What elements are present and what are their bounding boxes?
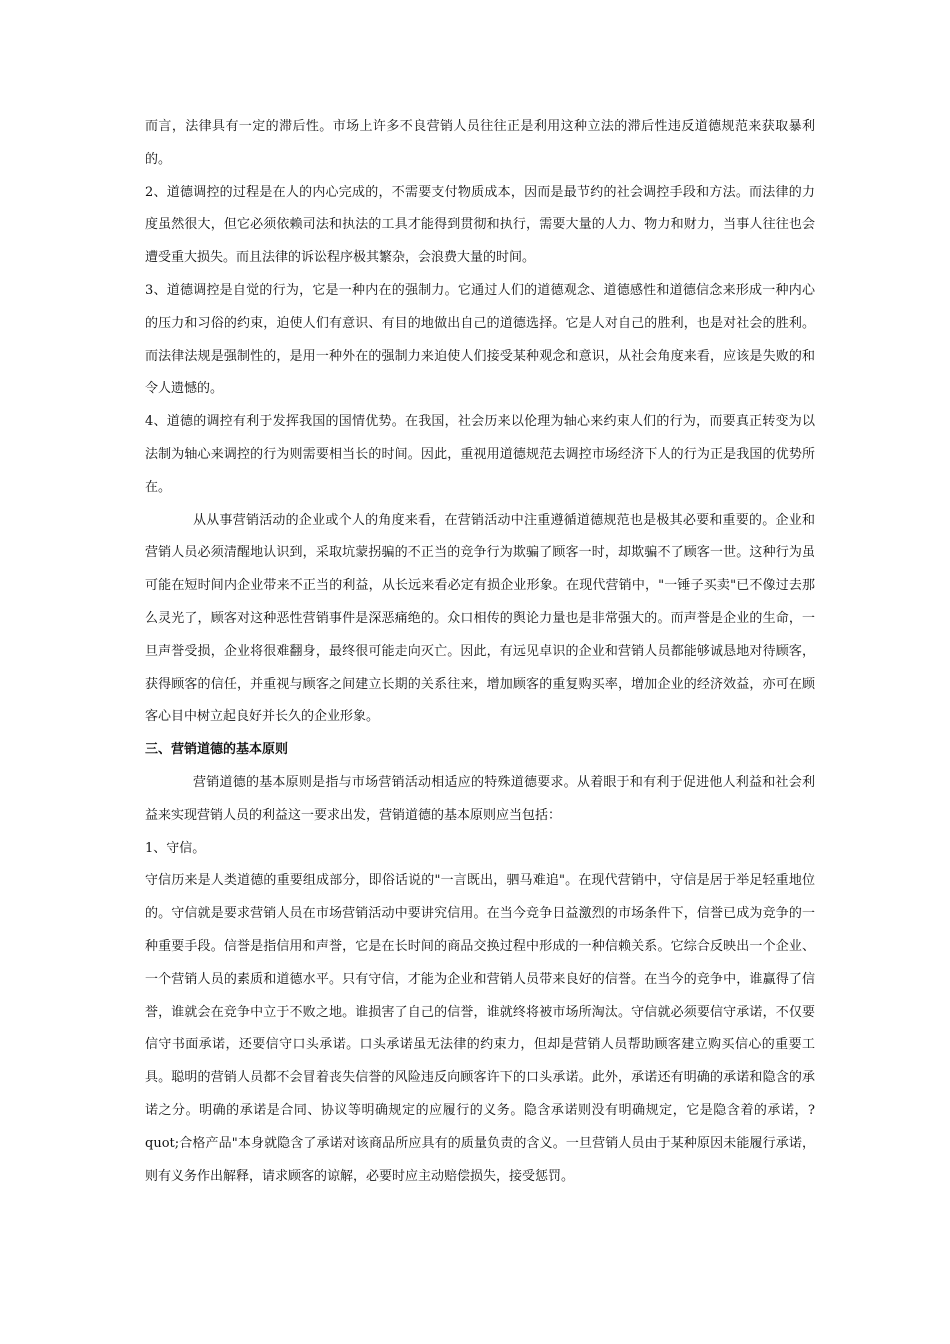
paragraph-point-4: 4、道德的调控有利于发挥我国的国情优势。在我国，社会历来以伦理为轴心来约束人们的行为，而要真正转变为以法制为轴心来调控的行为则需要相当长的时间。因此，重视用道德规范去调控市场经济下人的行为正是我国的优势所在。 [145, 414, 815, 495]
paragraph-point-2: 2、道德调控的过程是在人的内心完成的，不需要支付物质成本，因而是最节约的社会调控手段和方法。而法律的力度虽然很大，但它必须依赖司法和执法的工具才能得到贯彻和执行，需要大量的人力、物力和财力，当事人往往也会遭受重大损失。而且法律的诉讼程序极其繁杂，会浪费大量的时间。 [145, 184, 815, 266]
section-heading: 三、营销道德的基本原则 [145, 742, 289, 758]
paragraph-point-3: 3、道德调控是自觉的行为，它是一种内在的强制力。它通过人们的道德观念、道德感性和道德信念来形成一种内心的压力和习俗的约束，迫使人们有意识、有目的地做出自己的道德选择。它是人对自己的胜利，也是对社会的胜利。而法律法规是强制性的，是用一种外在的强制力来迫使人们接受某种观念和意识，从社会角度来看，应该是失败的和令人遗憾的。 [145, 282, 815, 397]
paragraph-law-lag: 而言，法律具有一定的滞后性。市场上许多不良营销人员往往正是利用这种立法的滞后性违反道德规范来获取暴利的。 [145, 119, 815, 167]
paragraph-principles-intro: 营销道德的基本原则是指与市场营销活动相适应的特殊道德要求。从着眼于和有利于促进他人利益和社会利益来实现营销人员的利益这一要求出发，营销道德的基本原则应当包括： [145, 774, 815, 823]
document-body [145, 111, 815, 1193]
paragraph-principle-1-title: 1、守信。 [145, 840, 206, 856]
paragraph-keeping-faith: 守信历来是人类道德的重要组成部分，即俗话说的"一言既出，驷马难追"。在现代营销中，守信是居于举足轻重地位的。守信就是要求营销人员在市场营销活动中要讲究信用。在当今竞争日益激烈的市场条件下，信誉已成为竞争的一种重要手段。信誉是指信用和声誉，它是在长时间的商品交换过程中形成的一种信赖关系。它综合反映出一个企业、一个营销人员的素质和道德水平。只有守信，才能为企业和营销人员带来良好的信誉。在当今的竞争中，谁赢得了信誉，谁就会在竞争中立于不败之地。谁损害了自己的信誉，谁就终将被市场所淘汰。守信就必须要信守承诺，不仅要信守书面承诺，还要信守口头承诺。口头承诺虽无法律的约束力，但却是营销人员帮助顾客建立购买信心的重要工具。聪明的营销人员都不会冒着丧失信誉的风险违反向顾客许下的口头承诺。此外，承诺还有明确的承诺和隐含的承诺之分。明确的承诺是合同、协议等明确规定的应履行的义务。隐含承诺则没有明确规定，它是隐含着的承诺，?quot;合格产品"本身就隐含了承诺对该商品所应具有的质量负责的含义。一旦营销人员由于某种原因未能履行承诺，则有义务作出解释，请求顾客的谅解，必要时应主动赔偿损失，接受惩罚。 [145, 873, 815, 1184]
paragraph-enterprise-perspective: 从从事营销活动的企业或个人的角度来看，在营销活动中注重遵循道德规范也是极其必要和重要的。企业和营销人员必须清醒地认识到，采取坑蒙拐骗的不正当的竞争行为欺骗了顾客一时，却欺骗不了顾客一世。这种行为虽可能在短时间内企业带来不正当的利益，从长远来看必定有损企业形象。在现代营销中，"一锤子买卖"已不像过去那么灵光了，顾客对这种恶性营销事件是深恶痛绝的。众口相传的舆论力量也是非常强大的。而声誉是企业的生命，一旦声誉受损，企业将很难翻身，最终很可能走向灭亡。因此，有远见卓识的企业和营销人员都能够诚恳地对待顾客，获得顾客的信任，并重视与顾客之间建立长期的关系往来，增加顾客的重复购买率，增加企业的经济效益，亦可在顾客心目中树立起良好并长久的企业形象。 [145, 512, 815, 725]
